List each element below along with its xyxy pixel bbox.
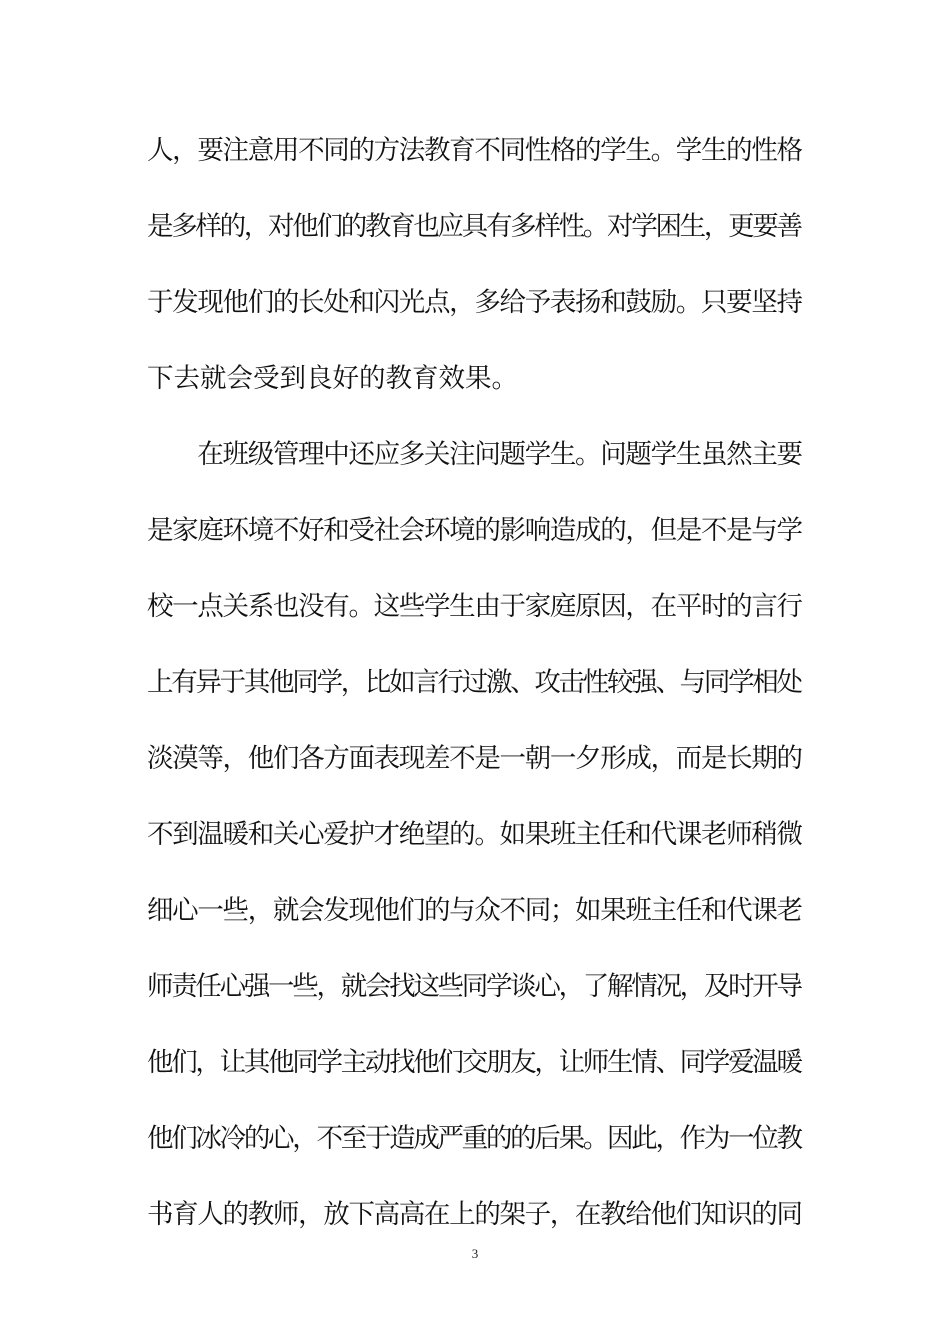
- text-line: 上有异于其他同学，比如言行过激、攻击性较强、与同学相处: [147, 667, 801, 698]
- text-line: 不到温暖和关心爱护才绝望的。如果班主任和代课老师稍微: [147, 819, 802, 850]
- page-number: 3: [471, 1246, 479, 1261]
- text-line: 在班级管理中还应多关注问题学生。问题学生虽然主要: [147, 439, 802, 470]
- text-line: 是家庭环境不好和受社会环境的影响造成的，但是不是与学: [147, 515, 802, 546]
- text-line: 淡漠等，他们各方面表现差不是一朝一夕形成，而是长期的: [147, 743, 802, 774]
- text-line: 细心一些，就会发现他们的与众不同；如果班主任和代课老: [147, 895, 802, 926]
- text-line: 校一点关系也没有。这些学生由于家庭原因，在平时的言行: [147, 591, 802, 622]
- text-line: 于发现他们的长处和闪光点，多给予表扬和鼓励。只要坚持: [147, 287, 802, 318]
- text-line: 人，要注意用不同的方法教育不同性格的学生。学生的性格: [147, 135, 802, 166]
- text-line: 下去就会受到良好的教育效果。: [147, 363, 518, 394]
- text-line: 师责任心强一些，就会找这些同学谈心，了解情况，及时开导: [147, 971, 801, 1002]
- text-line: 是多样的，对他们的教育也应具有多样性。对学困生，更要善: [147, 211, 801, 242]
- text-line: 书育人的教师，放下高高在上的架子，在教给他们知识的同: [147, 1199, 802, 1230]
- text-line: 他们冰冷的心，不至于造成严重的的后果。因此，作为一位教: [147, 1123, 801, 1154]
- text-line: 他们，让其他同学主动找他们交朋友，让师生情、同学爱温暖: [147, 1047, 801, 1078]
